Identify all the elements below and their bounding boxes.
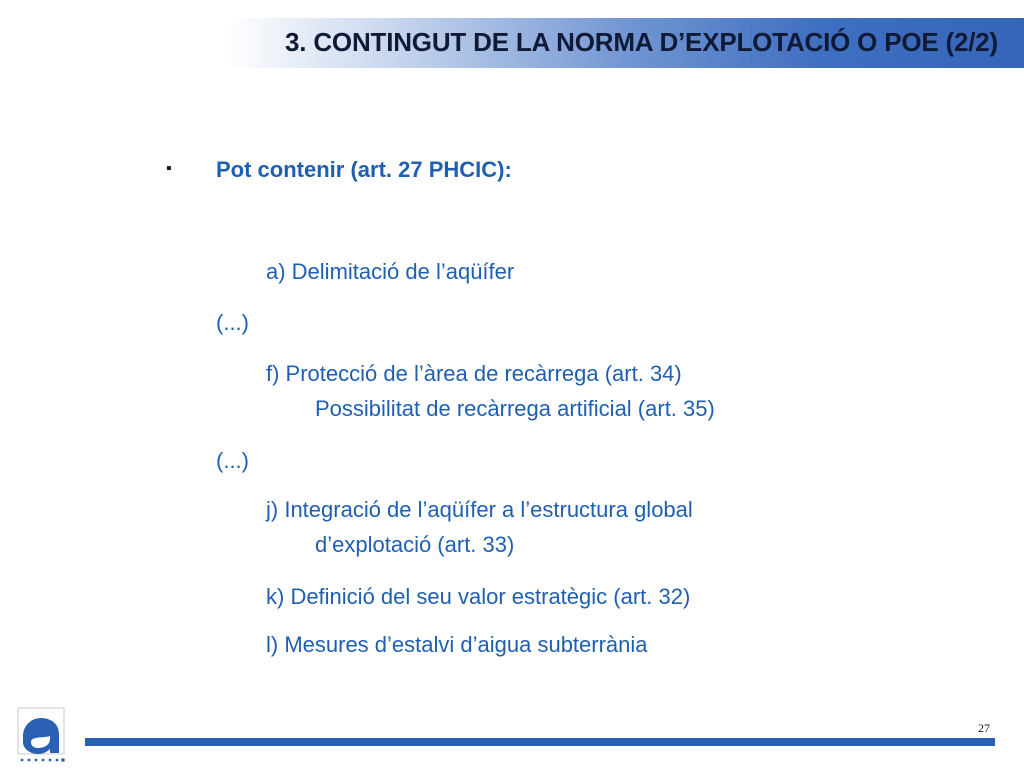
list-item: d’explotació (art. 33) bbox=[315, 532, 515, 557]
bullet-icon: ▪ bbox=[166, 160, 172, 177]
list-item: (...) bbox=[216, 310, 249, 335]
list-item: f) Protecció de l’àrea de recàrrega (art. 34) bbox=[266, 361, 682, 386]
list-item: (...) bbox=[216, 448, 249, 473]
list-item: Possibilitat de recàrrega artificial (art. 35) bbox=[315, 396, 715, 421]
slide-title: 3. CONTINGUT DE LA NORMA D’EXPLOTACIÓ O POE (2/2) bbox=[285, 27, 998, 57]
list-item: j) Integració de l’aqüífer a l’estructura global bbox=[266, 497, 693, 522]
bullet-heading: Pot contenir (art. 27 PHCIC): bbox=[216, 157, 512, 182]
agency-logo-a-icon bbox=[17, 706, 67, 764]
list-item: k) Definició del seu valor estratègic (art. 32) bbox=[266, 584, 691, 609]
list-item: a) Delimitació de l’aqüífer bbox=[266, 259, 515, 284]
footer-bar bbox=[85, 738, 995, 746]
list-item: l) Mesures d’estalvi d’aigua subterrània bbox=[266, 632, 648, 657]
page-number: 27 bbox=[978, 721, 990, 735]
